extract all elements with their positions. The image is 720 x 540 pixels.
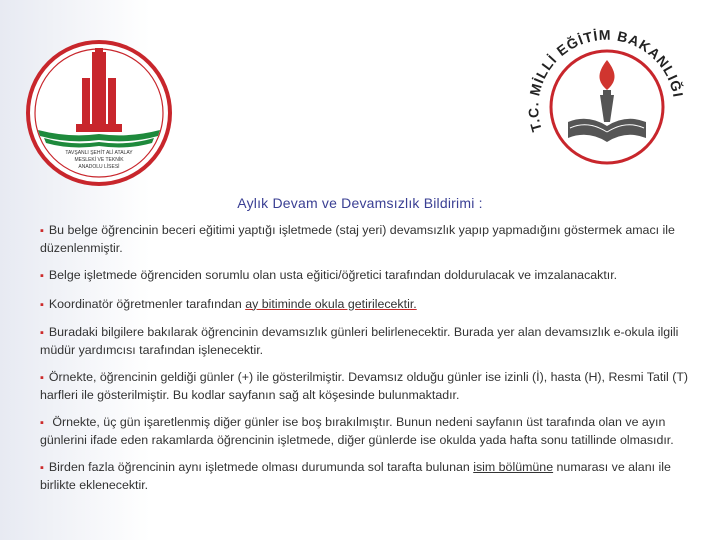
paragraph-text: Belge işletmede öğrenciden sorumlu olan usta eğitici/öğretici tarafından doldurulacak ve imzalanacaktır. [48, 268, 618, 282]
paragraph-text: Birden fazla öğrencinin aynı işletmede olması durumunda sol tarafta bulunan [48, 460, 474, 474]
bullet-icon: ▪ [40, 462, 44, 474]
school-logo [24, 38, 174, 188]
ministry-logo-text: T.C. MİLLİ EĞİTİM BAKANLIĞI [525, 26, 687, 134]
school-logo-text-1: TAVŞANLI ŞEHİT ALİ ATALAY [65, 150, 133, 156]
paragraph-text: Bu belge öğrencinin beceri eğitimi yaptığı işletmede (staj yeri) devamsızlık yapıp yapmadığını göstermek amacı ile düzenlenmiştir. [40, 223, 675, 255]
bullet-icon: ▪ [40, 298, 44, 311]
page-title: Aylık Devam ve Devamsızlık Bildirimi : [237, 195, 483, 211]
paragraph-fill [40, 267, 690, 285]
paragraph-text: Buradaki bilgilere bakılarak öğrencinin devamsızlık günleri belirlenecektir. Burada yer alan devamsızlık e-okula ilgili müdür yardımcısı tarafından işlenecektir. [40, 325, 679, 357]
paragraph-text: Koordinatör öğretmenler tarafından [48, 296, 246, 311]
bullet-icon: ▪ [40, 417, 44, 429]
paragraph-text: Örnekte, üç gün işaretlenmiş diğer günler ise boş bırakılmıştır. Bunun nedeni sayfanın üst tarafında olan ve ayın günlerini ifade eden rakamlarda öğrencinin işletmede, diğer günlerde ise okulda yada hafta sonu tatillinde olmasıdır. [40, 415, 674, 447]
bullet-icon: ▪ [40, 372, 44, 384]
paragraph-text-after: numarası ve alanı ile birlikte eklenecektir. [40, 460, 671, 492]
bullet-icon: ▪ [40, 327, 44, 339]
paragraph-absence [40, 324, 690, 358]
paragraph-example-days [40, 414, 690, 448]
content-body [40, 222, 690, 504]
underlined-text: ay bitiminde okula getirilecektir. [245, 296, 417, 311]
school-logo-text-3: ANADOLU LİSESİ [78, 164, 120, 170]
underlined-text: isim bölümüne [473, 460, 554, 474]
paragraph-coordinator [40, 296, 690, 314]
school-logo-text-2: MESLEKİ VE TEKNİK [74, 157, 124, 163]
ministry-logo [518, 18, 696, 196]
paragraph-purpose [40, 222, 690, 256]
bullet-icon: ▪ [40, 270, 44, 282]
paragraph-example-codes [40, 369, 690, 403]
paragraph-multiple-students [40, 459, 690, 493]
paragraph-text: Örnekte, öğrencinin geldiği günler (+) ile gösterilmiştir. Devamsız olduğu günler ise izinli (İ), hasta (H), Resmi Tatil (T) harfleri ile gösterilmiştir. Bu kodlar sayfanın sağ alt köşesinde bulunmaktadır. [40, 370, 689, 402]
bullet-icon: ▪ [40, 225, 44, 237]
